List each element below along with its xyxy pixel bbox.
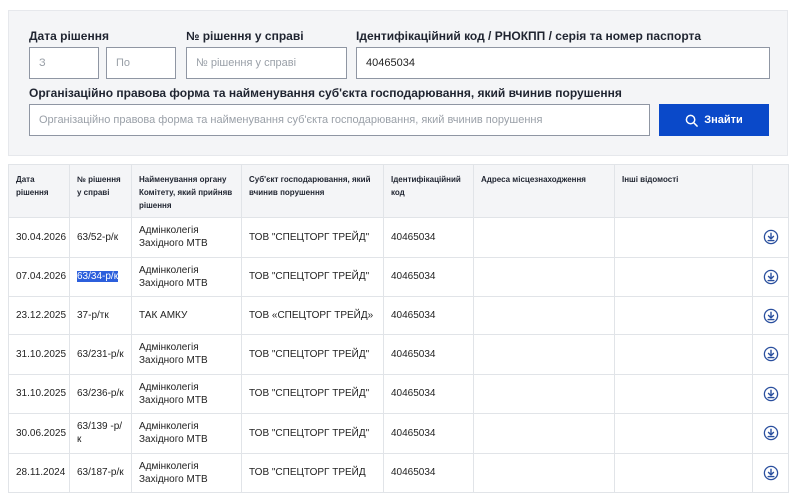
decision-number-input[interactable] (186, 47, 347, 79)
cell-subject: ТОВ "СПЕЦТОРГ ТРЕЙД" (242, 257, 384, 297)
cell-date: 31.10.2025 (9, 335, 70, 375)
cell-id-code: 40465034 (384, 257, 474, 297)
table-row (9, 218, 789, 258)
header-date: Дата рішення (9, 165, 70, 218)
cell-decision-number: 63/139 -р/к (70, 414, 132, 454)
cell-address (474, 218, 615, 258)
results-table (8, 164, 789, 493)
cell-decision-number (70, 257, 132, 297)
download-icon[interactable] (763, 269, 779, 285)
table-row (9, 297, 789, 335)
cell-actions (753, 414, 789, 454)
cell-organ: Адмінколегія Західного МТВ (132, 374, 242, 414)
table-row (9, 335, 789, 375)
cell-actions (753, 218, 789, 258)
cell-subject: ТОВ "СПЕЦТОРГ ТРЕЙД" (242, 335, 384, 375)
header-decision-number: № рішення у справі (70, 165, 132, 218)
date-from-input[interactable] (29, 47, 99, 79)
cell-address (474, 453, 615, 493)
cell-date: 30.06.2025 (9, 414, 70, 454)
cell-other-info (615, 374, 753, 414)
search-icon (685, 114, 698, 127)
download-icon[interactable] (763, 229, 779, 245)
cell-date: 31.10.2025 (9, 374, 70, 414)
cell-id-code: 40465034 (384, 414, 474, 454)
header-id-code: Ідентифікаційний код (384, 165, 474, 218)
cell-date: 07.04.2026 (9, 257, 70, 297)
cell-actions (753, 374, 789, 414)
cell-other-info (615, 414, 753, 454)
cell-date: 23.12.2025 (9, 297, 70, 335)
cell-organ: Адмінколегія Західного МТВ (132, 453, 242, 493)
cell-decision-number: 63/187-р/к (70, 453, 132, 493)
cell-organ: ТАК АМКУ (132, 297, 242, 335)
download-icon[interactable] (763, 308, 779, 324)
cell-date: 30.04.2026 (9, 218, 70, 258)
cell-address (474, 257, 615, 297)
cell-organ: Адмінколегія Західного МТВ (132, 218, 242, 258)
date-label: Дата рішення (29, 29, 109, 43)
search-panel (8, 10, 788, 156)
date-to-input[interactable] (106, 47, 176, 79)
cell-id-code: 40465034 (384, 335, 474, 375)
cell-id-code: 40465034 (384, 297, 474, 335)
table-row (9, 257, 789, 297)
cell-other-info (615, 257, 753, 297)
cell-organ: Адмінколегія Західного МТВ (132, 257, 242, 297)
cell-subject: ТОВ "СПЕЦТОРГ ТРЕЙД" (242, 374, 384, 414)
download-icon[interactable] (763, 465, 779, 481)
cell-organ: Адмінколегія Західного МТВ (132, 414, 242, 454)
cell-decision-number: 63/231-р/к (70, 335, 132, 375)
cell-subject: ТОВ "СПЕЦТОРГ ТРЕЙД" (242, 218, 384, 258)
cell-actions (753, 453, 789, 493)
download-icon[interactable] (763, 386, 779, 402)
cell-address (474, 335, 615, 375)
cell-actions (753, 335, 789, 375)
header-actions (753, 165, 789, 218)
cell-organ: Адмінколегія Західного МТВ (132, 335, 242, 375)
cell-other-info (615, 218, 753, 258)
header-other-info: Інші відомості (615, 165, 753, 218)
cell-address (474, 374, 615, 414)
cell-actions (753, 257, 789, 297)
cell-other-info (615, 453, 753, 493)
cell-actions (753, 297, 789, 335)
cell-other-info (615, 297, 753, 335)
find-button[interactable] (659, 104, 769, 136)
cell-id-code: 40465034 (384, 453, 474, 493)
decision-number-label: № рішення у справі (186, 29, 304, 43)
download-icon[interactable] (763, 346, 779, 362)
organization-input[interactable] (29, 104, 650, 136)
table-row (9, 374, 789, 414)
cell-date: 28.11.2024 (9, 453, 70, 493)
cell-other-info (615, 335, 753, 375)
id-code-label: Ідентифікаційний код / РНОКПП / серія та номер паспорта (356, 29, 702, 43)
cell-address (474, 414, 615, 454)
header-address: Адреса місцезнаходження (474, 165, 615, 218)
header-subject: Суб'єкт господарювання, який вчинив порушення (242, 165, 384, 218)
header-organ: Найменування органу Комітету, який прийняв рішення (132, 165, 242, 218)
cell-address (474, 297, 615, 335)
cell-subject: ТОВ «СПЕЦТОРГ ТРЕЙД» (242, 297, 384, 335)
table-header-row (9, 165, 789, 218)
organization-label: Організаційно правова форма та найменування суб'єкта господарювання, який вчинив порушення (29, 86, 622, 100)
table-row (9, 414, 789, 454)
selected-text: 63/34-р/к (77, 271, 119, 283)
cell-subject: ТОВ "СПЕЦТОРГ ТРЕЙД" (242, 414, 384, 454)
cell-decision-number: 37-р/тк (70, 297, 132, 335)
cell-decision-number: 63/52-р/к (70, 218, 132, 258)
id-code-input[interactable] (356, 47, 770, 79)
cell-id-code: 40465034 (384, 218, 474, 258)
table-row (9, 453, 789, 493)
cell-decision-number: 63/236-р/к (70, 374, 132, 414)
download-icon[interactable] (763, 425, 779, 441)
cell-id-code: 40465034 (384, 374, 474, 414)
cell-subject: ТОВ "СПЕЦТОРГ ТРЕЙД (242, 453, 384, 493)
find-button-label: Знайти (704, 114, 743, 126)
